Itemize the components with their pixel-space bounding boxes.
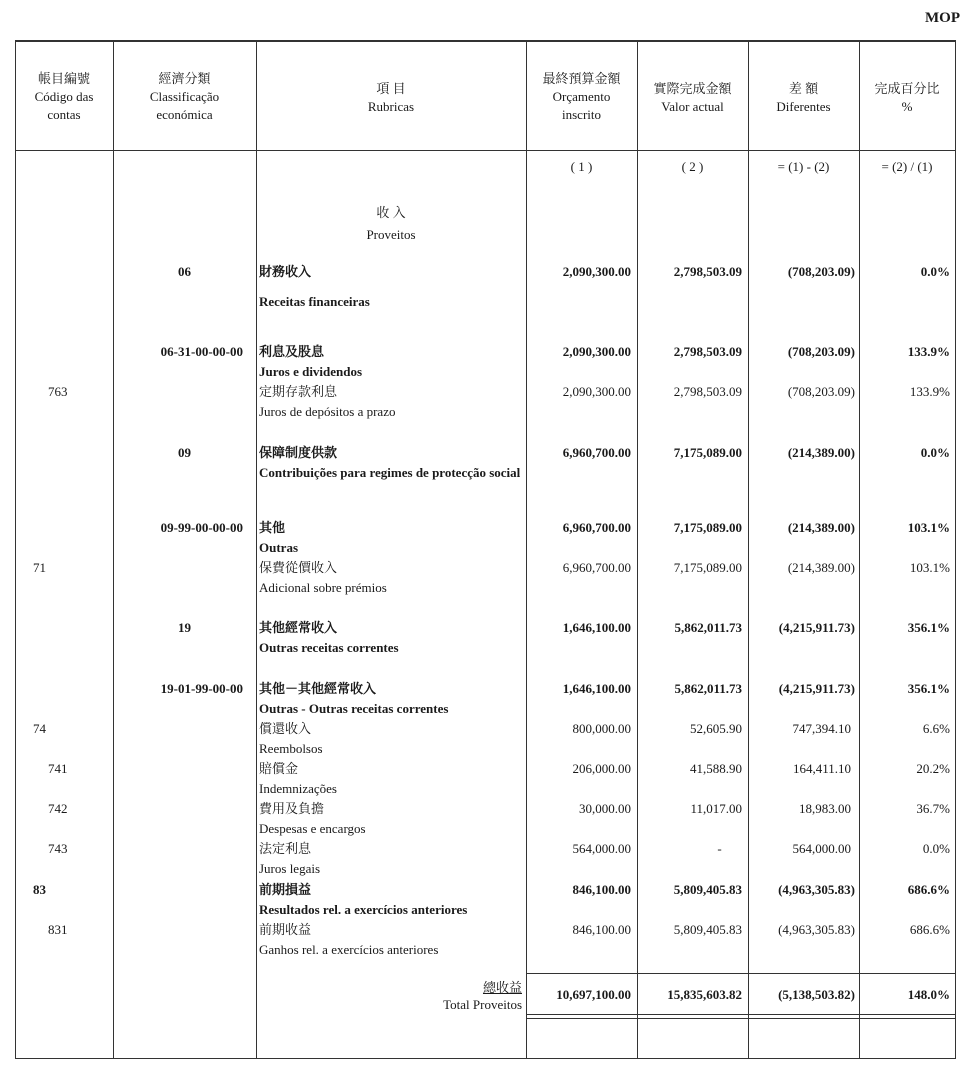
completion-percent: 0.0% bbox=[920, 445, 950, 460]
rubric-pt: Ganhos rel. a exercícios anteriores bbox=[259, 942, 439, 957]
column-header-zh: 經濟分類 bbox=[158, 71, 211, 86]
column-header bbox=[526, 70, 637, 124]
column-divider bbox=[955, 40, 956, 1059]
budget-value: 206,000.00 bbox=[572, 761, 631, 776]
rubric-pt: Juros legais bbox=[259, 861, 321, 876]
column-divider bbox=[859, 40, 860, 1059]
difference-value: (214,389.00) bbox=[787, 520, 855, 535]
total-pct: 148.0% bbox=[907, 987, 950, 1002]
completion-percent: 20.2% bbox=[916, 761, 950, 776]
column-header-zh: 項 目 bbox=[376, 81, 406, 96]
formula-label: ( 2 ) bbox=[681, 159, 704, 174]
column-divider bbox=[15, 40, 16, 1059]
column-header-pt: Valor actual bbox=[661, 99, 724, 114]
completion-percent: 356.1% bbox=[907, 681, 950, 696]
rubric-pt: Reembolsos bbox=[259, 741, 323, 756]
budget-value: 6,960,700.00 bbox=[562, 520, 631, 535]
total-actual: 15,835,603.82 bbox=[667, 987, 742, 1002]
rubric-zh: 保費從價收入 bbox=[259, 560, 338, 575]
rubric-pt: Receitas financeiras bbox=[259, 294, 370, 309]
account-code: 743 bbox=[48, 841, 68, 856]
total-top-line bbox=[526, 973, 956, 974]
completion-percent: 356.1% bbox=[907, 620, 950, 635]
account-code: 74 bbox=[33, 721, 46, 736]
column-header-pt: % bbox=[901, 99, 913, 114]
rubric-pt: Contribuições para regimes de protecção social bbox=[259, 465, 521, 480]
economic-classification: 06 bbox=[178, 264, 191, 279]
economic-classification: 09 bbox=[178, 445, 191, 460]
column-header-zh: 帳目編號 bbox=[37, 71, 90, 86]
budget-value: 6,960,700.00 bbox=[562, 445, 631, 460]
difference-value: 564,000.00 bbox=[792, 841, 851, 856]
rubric-pt: Despesas e encargos bbox=[259, 821, 366, 836]
rubric-zh: 其他經常收入 bbox=[259, 620, 338, 635]
section-heading bbox=[256, 202, 526, 246]
difference-value: (708,203.09) bbox=[787, 264, 855, 279]
actual-value: - bbox=[717, 841, 722, 856]
section-heading-zh: 收 入 bbox=[376, 205, 406, 220]
total-bottom-line bbox=[526, 1014, 956, 1015]
rubric-zh: 其他－其他經常收入 bbox=[259, 681, 377, 696]
completion-percent: 0.0% bbox=[922, 841, 950, 856]
budget-value: 2,090,300.00 bbox=[562, 344, 631, 359]
actual-value: 7,175,089.00 bbox=[673, 445, 742, 460]
column-header-pt: Classificação económica bbox=[149, 89, 220, 122]
rubric-zh: 賠償金 bbox=[259, 761, 299, 776]
difference-value: (4,215,911.73) bbox=[778, 620, 855, 635]
column-header bbox=[256, 80, 526, 116]
rubric-zh: 利息及股息 bbox=[259, 344, 325, 359]
completion-percent: 6.6% bbox=[922, 721, 950, 736]
actual-value: 5,809,405.83 bbox=[673, 922, 742, 937]
column-header-pt: Rubricas bbox=[367, 99, 415, 114]
column-header-zh: 完成百分比 bbox=[874, 81, 940, 96]
budget-value: 6,960,700.00 bbox=[562, 560, 631, 575]
budget-value: 2,090,300.00 bbox=[562, 264, 631, 279]
total-label bbox=[256, 979, 522, 1013]
actual-value: 2,798,503.09 bbox=[673, 344, 742, 359]
rubric-pt: Resultados rel. a exercícios anteriores bbox=[259, 902, 468, 917]
budget-value: 846,100.00 bbox=[572, 882, 631, 897]
column-header-zh: 差 額 bbox=[788, 81, 819, 96]
actual-value: 41,588.90 bbox=[690, 761, 742, 776]
column-header bbox=[859, 80, 955, 116]
section-heading-pt: Proveitos bbox=[366, 227, 416, 242]
difference-value: (214,389.00) bbox=[787, 445, 855, 460]
column-header-pt: Orçamento inscrito bbox=[552, 89, 611, 122]
difference-value: (4,215,911.73) bbox=[778, 681, 855, 696]
rubric-zh: 法定利息 bbox=[259, 841, 312, 856]
completion-percent: 133.9% bbox=[907, 344, 950, 359]
rubric-zh: 前期損益 bbox=[259, 882, 312, 897]
column-divider bbox=[113, 40, 114, 1059]
rubric-zh: 財務收入 bbox=[259, 264, 312, 279]
column-header bbox=[637, 80, 748, 116]
total-diff: (5,138,503.82) bbox=[778, 987, 855, 1002]
header-divider bbox=[15, 150, 956, 151]
actual-value: 7,175,089.00 bbox=[673, 560, 742, 575]
rubric-pt: Juros de depósitos a prazo bbox=[259, 404, 396, 419]
currency-label: MOP bbox=[925, 10, 960, 26]
difference-value: (708,203.09) bbox=[787, 384, 855, 399]
budget-value: 1,646,100.00 bbox=[562, 620, 631, 635]
actual-value: 7,175,089.00 bbox=[673, 520, 742, 535]
economic-classification: 19 bbox=[178, 620, 191, 635]
difference-value: (4,963,305.83) bbox=[778, 922, 855, 937]
rubric-pt: Indemnizações bbox=[259, 781, 337, 796]
difference-value: (214,389.00) bbox=[787, 560, 855, 575]
budget-value: 846,100.00 bbox=[572, 922, 631, 937]
column-header-zh: 實際完成金額 bbox=[653, 81, 732, 96]
economic-classification: 09-99-00-00-00 bbox=[160, 520, 243, 535]
rubric-pt: Outras receitas correntes bbox=[259, 640, 399, 655]
budget-value: 2,090,300.00 bbox=[562, 384, 631, 399]
rubric-pt: Adicional sobre prémios bbox=[259, 580, 387, 595]
column-divider bbox=[256, 40, 257, 1059]
table-bottom-border bbox=[15, 1058, 956, 1059]
actual-value: 5,862,011.73 bbox=[674, 681, 742, 696]
difference-value: 747,394.10 bbox=[792, 721, 851, 736]
actual-value: 2,798,503.09 bbox=[673, 384, 742, 399]
budget-value: 1,646,100.00 bbox=[562, 681, 631, 696]
table-top-border bbox=[15, 40, 956, 42]
column-divider bbox=[748, 40, 749, 1059]
formula-label: ( 1 ) bbox=[570, 159, 593, 174]
actual-value: 5,809,405.83 bbox=[673, 882, 742, 897]
column-divider bbox=[526, 40, 527, 1059]
completion-percent: 0.0% bbox=[920, 264, 950, 279]
difference-value: 164,411.10 bbox=[792, 761, 851, 776]
total-double-line bbox=[526, 1018, 956, 1019]
account-code: 831 bbox=[48, 922, 68, 937]
actual-value: 52,605.90 bbox=[690, 721, 742, 736]
column-divider bbox=[637, 40, 638, 1059]
rubric-zh: 前期收益 bbox=[259, 922, 312, 937]
total-label-zh: 總收益 bbox=[482, 980, 522, 995]
budget-value: 800,000.00 bbox=[572, 721, 631, 736]
completion-percent: 103.1% bbox=[907, 520, 950, 535]
account-code: 741 bbox=[48, 761, 68, 776]
account-code: 83 bbox=[33, 882, 46, 897]
account-code: 742 bbox=[48, 801, 68, 816]
completion-percent: 103.1% bbox=[909, 560, 950, 575]
completion-percent: 133.9% bbox=[909, 384, 950, 399]
completion-percent: 36.7% bbox=[916, 801, 950, 816]
formula-label: = (1) - (2) bbox=[777, 159, 830, 174]
rubric-zh: 定期存款利息 bbox=[259, 384, 338, 399]
rubric-pt: Juros e dividendos bbox=[259, 364, 363, 379]
actual-value: 11,017.00 bbox=[690, 801, 742, 816]
budget-value: 564,000.00 bbox=[572, 841, 631, 856]
rubric-pt: Outras - Outras receitas correntes bbox=[259, 701, 449, 716]
formula-label: = (2) / (1) bbox=[881, 159, 933, 174]
economic-classification: 19-01-99-00-00 bbox=[160, 681, 243, 696]
total-budget: 10,697,100.00 bbox=[556, 987, 631, 1002]
economic-classification: 06-31-00-00-00 bbox=[160, 344, 243, 359]
rubric-zh: 償還收入 bbox=[259, 721, 312, 736]
column-header-zh: 最終預算金額 bbox=[542, 71, 621, 86]
account-code: 763 bbox=[48, 384, 68, 399]
column-header bbox=[15, 70, 113, 124]
difference-value: (4,963,305.83) bbox=[778, 882, 855, 897]
column-header-pt: Diferentes bbox=[776, 99, 831, 114]
difference-value: 18,983.00 bbox=[799, 801, 851, 816]
rubric-zh: 保障制度供款 bbox=[259, 445, 338, 460]
rubric-pt: Outras bbox=[259, 540, 298, 555]
completion-percent: 686.6% bbox=[909, 922, 950, 937]
column-header-pt: Código das contas bbox=[34, 89, 94, 122]
budget-value: 30,000.00 bbox=[579, 801, 631, 816]
rubric-zh: 費用及負擔 bbox=[259, 801, 325, 816]
column-header bbox=[113, 70, 256, 124]
actual-value: 5,862,011.73 bbox=[674, 620, 742, 635]
column-header bbox=[748, 80, 859, 116]
completion-percent: 686.6% bbox=[907, 882, 950, 897]
total-label-pt: Total Proveitos bbox=[443, 997, 522, 1012]
account-code: 71 bbox=[33, 560, 46, 575]
actual-value: 2,798,503.09 bbox=[673, 264, 742, 279]
rubric-zh: 其他 bbox=[259, 520, 286, 535]
difference-value: (708,203.09) bbox=[787, 344, 855, 359]
